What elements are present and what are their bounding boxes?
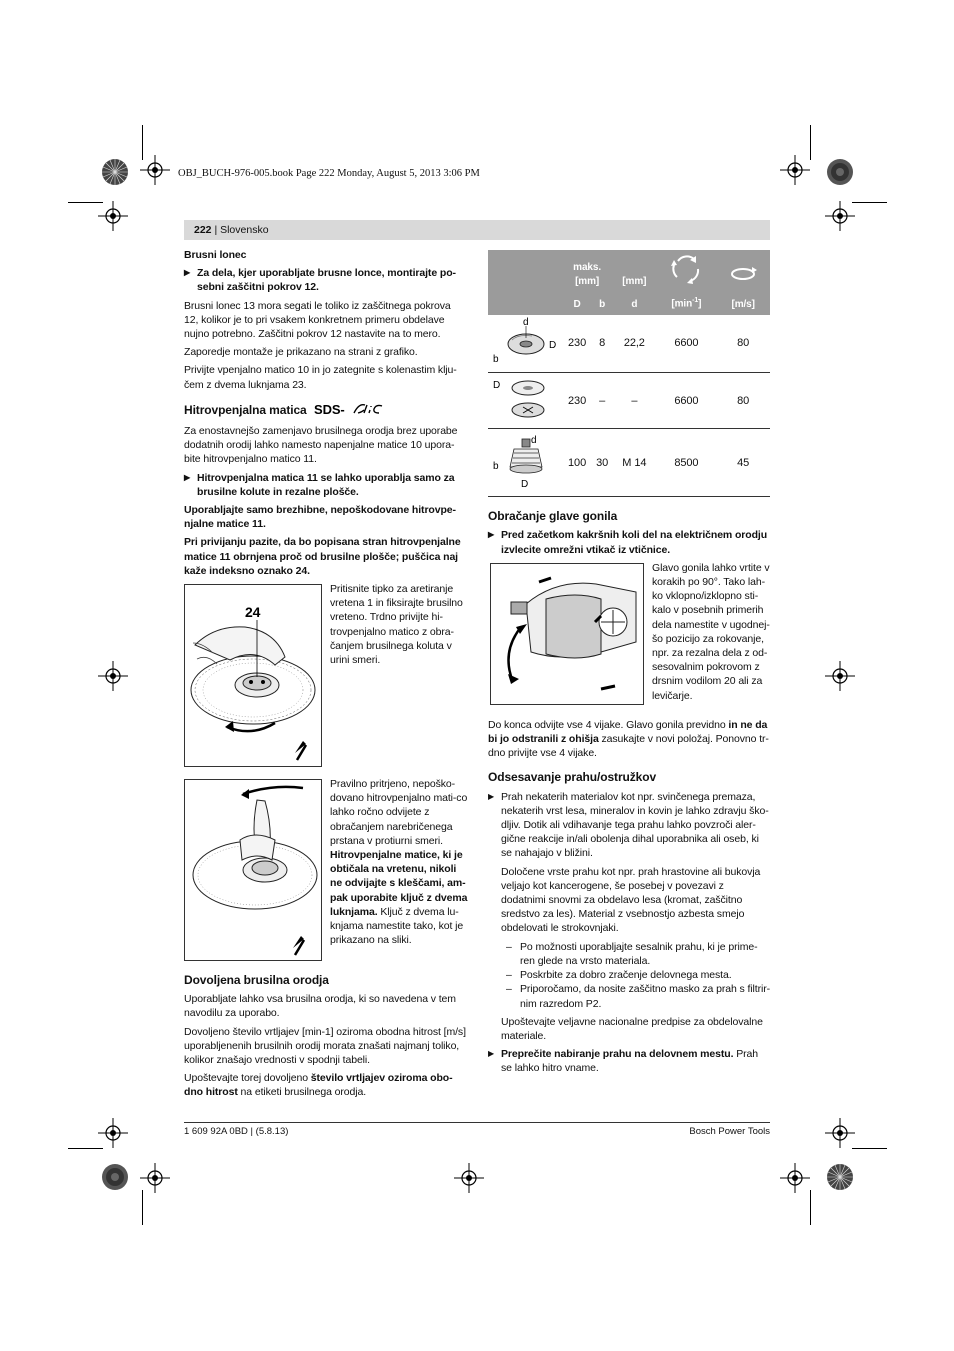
right-column — [488, 250, 770, 1080]
cutting-disc-diagram — [488, 373, 562, 429]
diagram-label-D: D — [549, 340, 557, 352]
wire-cup-brush-icon — [490, 431, 560, 491]
brusni-lonec-warning: ▶ Za dela, kjer uporabljate brusne lonce, montirajte po-sebni zaščitni pokrov 12. — [184, 266, 466, 294]
cell-d: – — [612, 373, 656, 429]
grinding-tools-table — [488, 250, 770, 497]
registration-mark-icon — [454, 1163, 484, 1193]
dovoljena-p3-pre: Upoštevajte torej dovoljeno — [184, 1072, 311, 1085]
figure-row-1 — [184, 584, 466, 767]
cutting-disc-icon — [490, 374, 560, 424]
figure-2-caption-bold: Hitrovpenjalne matice, ki je obtičala na vretenu, nikoli ne odvijajte s kleščami, am-pak uporabite ključ z dvema luknjama. — [330, 849, 468, 918]
cell-d: 22,2 — [612, 315, 656, 373]
sds-clic-logo — [314, 402, 384, 419]
sds-title-text: Hitrovpenjalna matica — [184, 402, 307, 417]
brusni-lonec-p1: Brusni lonec 13 mora segati le toliko iz zaščitnega pokrova 12, kolikor je to pri vsakem konkretnem primeru obdelave nujno potrebno. Zaščitni pokrov 12 nastavite na to mero. — [184, 299, 451, 341]
odsesavanje-b1: ▶ Prah nekaterih materialov kot npr. svinčenega premaza, nekaterih vrst lesa, mineralov in kovin je lahko zdravju ško-dljiv. Dotik ali vdihavanje tega prahu lahko povzroči aler-gične reakcije in/ali obolenja dihal uporabnika ali oseb, ki se nahajajo v bližini. — [488, 790, 770, 861]
header-d: d — [612, 292, 656, 315]
odsesavanje-dash1: – Po možnosti uporabljajte sesalnik prahu, ki je prime-ren glede na vrsto materiala. — [501, 940, 770, 968]
grinding-disc-icon — [490, 316, 560, 366]
footer-doc-number: 1 609 92A 0BD | (5.8.13) — [184, 1126, 289, 1137]
loosen-nut-illustration-icon — [185, 780, 322, 961]
figure-2-caption-tail: Ključ z dvema lu-knjama namestite tako, kot je prikazano na sliki. — [330, 905, 464, 947]
header-separator: | — [211, 224, 221, 236]
print-header: OBJ_BUCH-976-005.book Page 222 Monday, August 5, 2013 3:06 PM — [178, 168, 480, 179]
registration-mark-icon — [825, 661, 855, 691]
cell-speed: 80 — [716, 315, 770, 373]
left-column — [184, 248, 466, 1104]
sds-section-title — [184, 402, 466, 419]
registration-mark-icon — [98, 661, 128, 691]
obracanje-p-bold: in ne da bi jo odstranili z ohišja — [488, 718, 768, 746]
registration-mark-icon — [98, 201, 128, 231]
color-rosette-icon — [826, 158, 854, 186]
crop-line — [810, 125, 811, 160]
registration-mark-icon — [140, 1163, 170, 1193]
obracanje-title: Obračanje glave gonila — [488, 509, 618, 524]
obracanje-p-post: zasukajte v novi položaj. Ponovno tr-dno privijte vse 4 vijake. — [488, 733, 769, 760]
figure-tighten-nut — [184, 584, 322, 767]
table-header-mm: [mm] — [612, 250, 656, 292]
odsesavanje-p3: Upoštevajte veljavne nacionalne predpise za obdelovalne materiale. — [501, 1015, 763, 1042]
header-speed: [m/s] — [716, 292, 770, 315]
diagram-label-d: d — [531, 434, 537, 446]
cell-D: 100 — [562, 429, 592, 497]
gear-head-rotation-illustration-icon — [491, 564, 644, 705]
peripheral-speed-icon — [728, 264, 758, 284]
header-maks: maks. — [573, 261, 602, 273]
odsesavanje-dash3: – Priporočamo, da nosite zaščitno masko za prah s filtrir-nim razredom P2. — [501, 982, 770, 1010]
table-header-maks — [562, 250, 612, 292]
tighten-nut-illustration-icon — [185, 585, 322, 767]
header-rpm: $[\min^{-1}]$ — [656, 292, 716, 315]
color-rosette-icon — [101, 1163, 129, 1191]
figure-2-caption-text: Pravilno pritrjeno, nepoško-dovano hitrovpenjalno mati-co lahko ročno odvijete z obračanjem narebričenega prstana v protiurni smeri. — [330, 778, 468, 847]
crop-line — [852, 1148, 887, 1149]
cell-D: 230 — [562, 315, 592, 373]
dovoljena-p3 — [184, 1071, 466, 1099]
obracanje-p-pre: Do konca odvijte vse 4 vijake. Glavo gonila previdno — [488, 718, 729, 731]
diagram-label-D: D — [521, 478, 529, 490]
cell-speed: 80 — [716, 373, 770, 429]
figure-row-3 — [488, 563, 770, 708]
dovoljena-title: Dovoljena brusilna orodja — [184, 973, 329, 988]
wire-brush-diagram — [488, 429, 562, 497]
cell-D: 230 — [562, 373, 592, 429]
obracanje-warning: ▶ Pred začetkom kakršnih koli del na električnem orodju izvlecite omrežni vtikač iz vtičnice. — [488, 528, 770, 556]
header-mm1: [mm] — [575, 276, 600, 287]
cell-d: M 14 — [612, 429, 656, 497]
registration-mark-icon — [780, 155, 810, 185]
odsesavanje-b2-bold: Preprečite nabiranje prahu na delovnem mestu. — [501, 1048, 734, 1061]
page-number: 222 — [194, 224, 212, 236]
figure-loosen-nut — [184, 779, 322, 961]
table-row — [488, 429, 770, 497]
dovoljena-p1: Uporabljate lahko vsa brusilna orodja, ki so navedena v tem navodilu za uporabo. — [184, 993, 456, 1020]
table-row — [488, 315, 770, 373]
figure-2-caption — [330, 777, 468, 947]
figure-1-caption: Pritisnite tipko za aretiranje vretena 1 in fiksirajte brusilno vreteno. Trdno privijte hi-trovpenjalno matico z obra-čanjem brusilnega koluta v urini smeri. — [330, 583, 463, 667]
sds-warning: ▶ Hitrovpenjalna matica 11 se lahko uporablja samo za brusilne kolute in rezalne plošče. — [184, 471, 466, 499]
odsesavanje-b2 — [488, 1047, 770, 1075]
crop-line — [142, 125, 143, 160]
registration-mark-icon — [140, 155, 170, 185]
registration-mark-icon — [780, 1163, 810, 1193]
brusni-lonec-p3: Privijte vpenjalno matico 10 in jo zategnite s kolenastim klju-čem z dvema luknjama 23. — [184, 364, 457, 391]
cell-rpm: 6600 — [656, 315, 716, 373]
odsesavanje-dash2: – Poskrbite za dobro zračenje delovnega mesta. — [501, 968, 770, 982]
dovoljena-p3-bold: število vrtljajev oziroma obo-dno hitrost — [184, 1072, 453, 1099]
obracanje-p — [488, 718, 770, 761]
crop-line — [68, 202, 103, 203]
sds-bold2: Pri privijanju pazite, da bo popisana stran hitrovpenjalne matice 11 obrnjena proč od brusilne plošče; puščica naj kaže indeksno oznako 24. — [184, 536, 461, 577]
header-b: b — [592, 292, 612, 315]
rpm-icon-cell — [656, 250, 716, 292]
diagram-label-D: D — [493, 379, 501, 391]
odsesavanje-b2-tail: Prah se lahko hitro vname. — [501, 1048, 759, 1075]
figure-gear-head — [490, 563, 644, 705]
crop-line — [68, 1148, 103, 1149]
brusni-lonec-p2: Zaporedje montaže je prikazano na strani z grafiko. — [184, 346, 418, 359]
odsesavanje-title: Odsesavanje prahu/ostružkov — [488, 770, 657, 785]
diagram-label-b: b — [493, 460, 499, 472]
header-D: D — [562, 292, 592, 315]
figure-label-24: 24 — [245, 604, 261, 621]
svg-text:SDS-: SDS- — [313, 401, 345, 416]
crop-line — [852, 202, 887, 203]
registration-mark-icon — [825, 201, 855, 231]
cell-rpm: 8500 — [656, 429, 716, 497]
registration-mark-icon — [825, 1118, 855, 1148]
cell-b: 8 — [592, 315, 612, 373]
registration-mark-icon — [98, 1118, 128, 1148]
crop-line — [142, 1190, 143, 1225]
grinding-disc-diagram — [488, 315, 562, 373]
diagram-label-d: d — [523, 317, 529, 329]
cell-speed: 45 — [716, 429, 770, 497]
table-header-empty — [488, 250, 562, 315]
brusni-lonec-title: Brusni lonec — [184, 249, 247, 261]
table-row — [488, 373, 770, 429]
header-language: Slovensko — [220, 224, 269, 236]
cell-b: 30 — [592, 429, 612, 497]
dovoljena-p2: Dovoljeno število vrtljajev [min-1] oziroma obodna hitrost [m/s] uporabljenenih brusilnih orodij morata znašati najmanj toliko, kolikor znašajo vrednosti v spodnji tabeli. — [184, 1025, 466, 1067]
crop-line — [810, 1190, 811, 1225]
odsesavanje-p2: Določene vrste prahu kot npr. prah hrastovine ali bukovja veljajo kot kancerogene, še posebej v povezavi z dodatnimi snovmi za obdelavo lesa (kromat, zaščitno sredstvo za les). Material z vsebnostjo azbesta smejo obdelovati le strokovnjaki. — [501, 865, 761, 935]
figure-3-caption: Glavo gonila lahko vrtite v korakih po 90°. Tako lah-ko vklopno/izklopno sti-kalo v posebnih primerih dela namestite v ugodnej-šo pozicijo za rokovanje, npr. za rezalna dela z od-sesovalnim pokrovom z drsnim vodilom 20 ali za levičarje. — [652, 561, 770, 702]
cell-b: – — [592, 373, 612, 429]
color-rosette-icon — [826, 1163, 854, 1191]
sds-bold1: Uporabljajte samo brezhibne, nepoškodovane hitrovpe-njalne matice 11. — [184, 504, 456, 531]
footer-brand: Bosch Power Tools — [689, 1126, 770, 1137]
color-rosette-icon — [101, 158, 129, 186]
sds-p1: Za enostavnejšo zamenjavo brusilnega orodja brez uporabe dodatnih orodij lahko namesto napenjalne matice 10 upora-bite hitrovpenjalno matico 11. — [184, 425, 458, 466]
footer-divider — [184, 1122, 770, 1123]
cell-rpm: 6600 — [656, 373, 716, 429]
page-header-bar — [184, 220, 770, 240]
rotation-speed-icon — [669, 252, 703, 284]
diagram-label-b: b — [493, 354, 499, 366]
dovoljena-p3-post: na etiketi brusilnega orodja. — [237, 1086, 367, 1099]
figure-row-2 — [184, 779, 466, 961]
speed-icon-cell — [716, 250, 770, 292]
